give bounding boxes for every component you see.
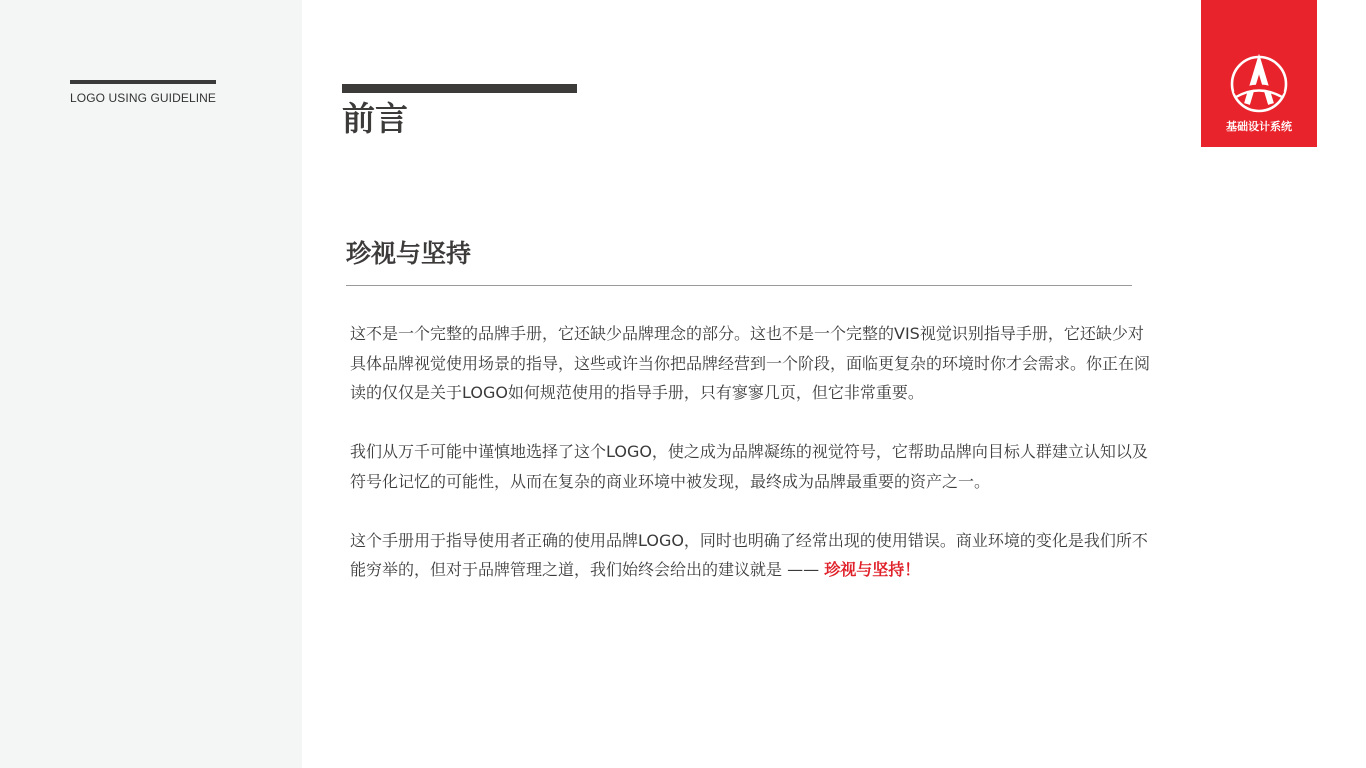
badge-label: 基础设计系统 [1226, 120, 1292, 133]
body-text [350, 319, 1150, 614]
paragraph-3 [350, 526, 1150, 585]
section-divider [346, 285, 1132, 286]
sidebar [0, 0, 302, 768]
sidebar-label: LOGO USING GUIDELINE [70, 91, 217, 105]
page-title: 前言 [342, 99, 408, 138]
paragraph-1: 这不是一个完整的品牌手册，它还缺少品牌理念的部分。这也不是一个完整的VIS视觉识别指导手册，它还缺少对具体品牌视觉使用场景的指导，这些或许当你把品牌经营到一个阶段，面临更复杂的环境时你才会需求。你正在阅读的仅仅是关于LOGO如何规范使用的指导手册，只有寥寥几页，但它非常重要。 [350, 324, 1151, 402]
brand-badge [1201, 0, 1317, 147]
title-accent-bar [342, 84, 577, 93]
paragraph-3-highlight: 珍视与坚持！ [824, 560, 921, 579]
paragraph-2: 我们从万千可能中谨慎地选择了这个LOGO，使之成为品牌凝练的视觉符号，它帮助品牌向目标人群建立认知以及符号化记忆的可能性，从而在复杂的商业环境中被发现，最终成为品牌最重要的资产之一。 [350, 442, 1148, 491]
sidebar-accent-bar [70, 80, 216, 84]
section-heading: 珍视与坚持 [346, 239, 472, 268]
circle-a-logo-icon [1229, 54, 1289, 114]
paragraph-3-text: 这个手册用于指导使用者正确的使用品牌LOGO，同时也明确了经常出现的使用错误。商业环境的变化是我们所不能穷举的，但对于品牌管理之道，我们始终会给出的建议就是 —— [350, 530, 1148, 579]
